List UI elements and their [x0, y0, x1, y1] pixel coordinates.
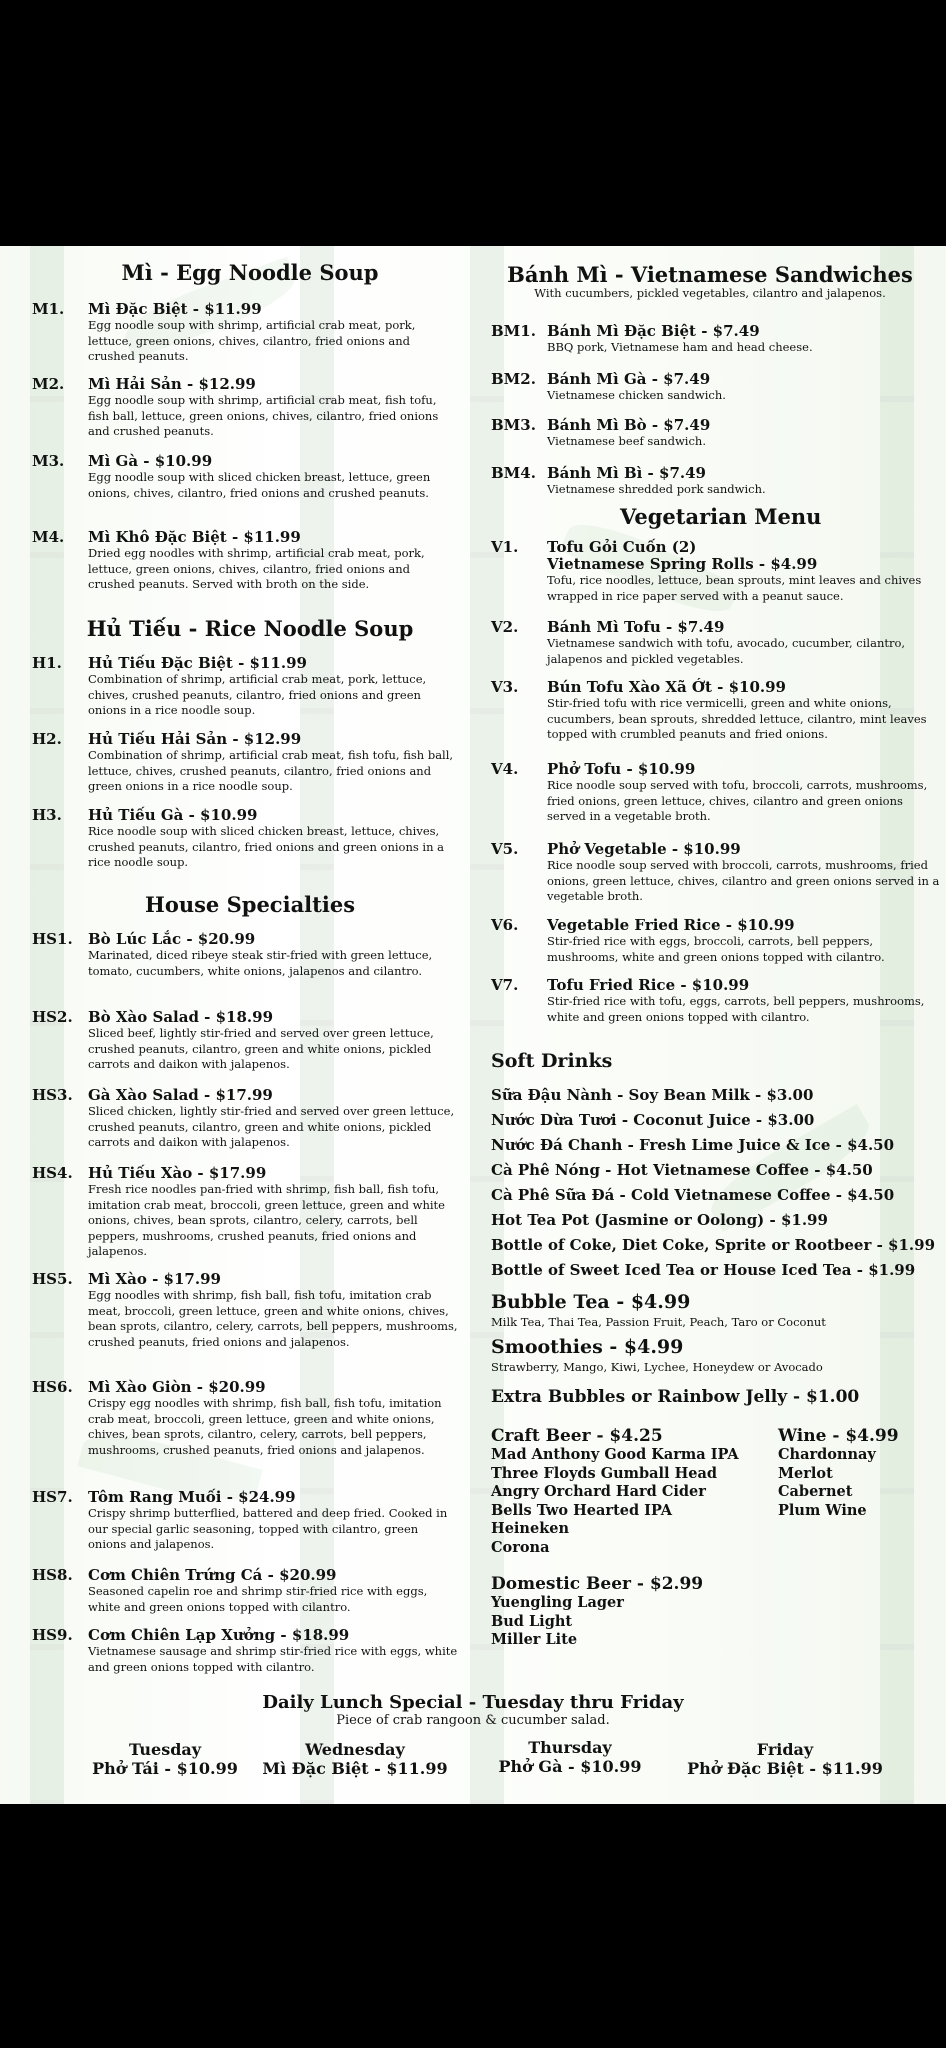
- lunch-day-dish: Mì Đặc Biệt - $11.99: [262, 1759, 448, 1778]
- menu-item: [32, 1270, 460, 1349]
- item-code: HS1.: [32, 930, 73, 948]
- menu-item: [32, 452, 460, 500]
- item-code: HS9.: [32, 1626, 73, 1644]
- item-description: Vietnamese chicken sandwich.: [547, 388, 726, 402]
- lunch-special-title: Daily Lunch Special - Tuesday thru Friday: [262, 1692, 684, 1713]
- item-description: Combination of shrimp, artificial crab meat, pork, lettuce, chives, crushed peanuts, cilantro, fried onions and green onions in a rice noodle soup.: [88, 672, 427, 717]
- bubble-tea-title: Bubble Tea - $4.99: [491, 1291, 691, 1313]
- item-code: HS8.: [32, 1566, 73, 1584]
- lunch-day-name: Tuesday: [128, 1740, 202, 1759]
- soft-drink-item: Hot Tea Pot (Jasmine or Oolong) - $1.99: [491, 1211, 828, 1229]
- item-description: Egg noodle soup with sliced chicken breast, lettuce, green onions, chives, cilantro, fried onions and crushed peanuts.: [88, 470, 431, 500]
- wine-item: Plum Wine: [778, 1501, 867, 1519]
- item-code: HS2.: [32, 1008, 73, 1026]
- lunch-day: [55, 1740, 275, 1778]
- menu-item: [32, 1488, 460, 1551]
- item-name: Tôm Rang Muối - $24.99: [88, 1488, 296, 1506]
- item-name: Vegetable Fried Rice - $10.99: [547, 916, 795, 934]
- item-name: Cơm Chiên Trứng Cá - $20.99: [88, 1566, 337, 1584]
- item-description: Crispy egg noodles with shrimp, fish ball, fish tofu, imitation crab meat, broccoli, green lettuce, green and white onions, chives, bean sprots, cilantro, celery, carrots, bell peppers, mushrooms, crushed peanuts, fried onions and jalapenos.: [88, 1396, 442, 1457]
- menu-item: [32, 1086, 460, 1149]
- menu-item: [32, 1164, 460, 1258]
- item-name: Bánh Mì Đặc Biệt - $7.49: [547, 322, 760, 340]
- craft-beer-title: Craft Beer - $4.25: [491, 1426, 663, 1446]
- item-name: Mì Gà - $10.99: [88, 452, 213, 470]
- item-description: Vietnamese shredded pork sandwich.: [547, 482, 766, 496]
- item-name: Bò Xào Salad - $18.99: [88, 1008, 274, 1026]
- item-name: Mì Hải Sản - $12.99: [88, 375, 256, 393]
- item-code: H1.: [32, 654, 62, 672]
- item-description: Vietnamese sandwich with tofu, avocado, cucumber, cilantro, jalapenos and pickled vegetables.: [547, 636, 906, 666]
- lunch-day-dish: Phở Gà - $10.99: [498, 1757, 642, 1776]
- item-name: Bò Lúc Lắc - $20.99: [88, 930, 256, 948]
- lunch-day-dish: Phở Đặc Biệt - $11.99: [687, 1759, 883, 1778]
- item-description: Sliced beef, lightly stir-fried and served over green lettuce, crushed peanuts, cilantro, green and white onions, pickled carrots and daikon with jalapenos.: [88, 1026, 434, 1071]
- menu-item: [491, 678, 942, 741]
- item-name: Bánh Mì Tofu - $7.49: [547, 618, 725, 636]
- craft-beer-item: Three Floyds Gumball Head: [491, 1464, 718, 1482]
- menu-item: [32, 730, 460, 793]
- smoothies-flavors: Strawberry, Mango, Kiwi, Lychee, Honeydew or Avocado: [491, 1360, 823, 1374]
- item-description: Rice noodle soup with sliced chicken breast, lettuce, chives, crushed peanuts, cilantro, fried onions and green onions in a rice noodle soup.: [88, 824, 445, 869]
- wine-item: Cabernet: [778, 1483, 853, 1500]
- soft-drink-item: Bottle of Coke, Diet Coke, Sprite or Rootbeer - $1.99: [491, 1236, 936, 1254]
- item-code: HS3.: [32, 1086, 73, 1104]
- item-code: BM4.: [491, 464, 536, 482]
- item-code: BM1.: [491, 322, 536, 340]
- item-description: Seasoned capelin roe and shrimp stir-fried rice with eggs, white and green onions topped with cilantro.: [88, 1584, 428, 1614]
- item-description: Egg noodles with shrimp, fish ball, fish tofu, imitation crab meat, broccoli, green lettuce, green and white onions, chives, bean sprots, cilantro, celery, carrots, bell peppers, mushrooms, crushed peanuts, fried onions and jalapenos.: [88, 1288, 458, 1349]
- lunch-day: [675, 1740, 895, 1778]
- item-name: Hủ Tiếu Đặc Biệt - $11.99: [88, 654, 307, 672]
- item-code: HS5.: [32, 1270, 73, 1288]
- item-name: Phở Tofu - $10.99: [547, 760, 696, 778]
- domestic-beer-item: Bud Light: [491, 1612, 573, 1630]
- item-description: Rice noodle soup served with tofu, broccoli, carrots, mushrooms, fried onions, green lettuce, chives, cilantro and green onions served in a vegetable broth.: [547, 778, 928, 823]
- menu-item: [491, 618, 942, 666]
- menu-item: [491, 976, 942, 1024]
- wine-title: Wine - $4.99: [778, 1426, 899, 1446]
- soft-drink-item: Sữa Đậu Nành - Soy Bean Milk - $3.00: [491, 1086, 814, 1104]
- wine-item: Chardonnay: [778, 1446, 876, 1463]
- menu-item: [491, 538, 942, 603]
- wine-item: Merlot: [778, 1464, 833, 1482]
- menu-item: [491, 760, 942, 823]
- lunch-day: [460, 1738, 680, 1776]
- item-name: Bánh Mì Gà - $7.49: [547, 370, 711, 388]
- item-name: Hủ Tiếu Hải Sản - $12.99: [88, 730, 302, 748]
- banh-mi-title: Bánh Mì - Vietnamese Sandwiches: [507, 262, 913, 287]
- item-name: Mì Khô Đặc Biệt - $11.99: [88, 528, 301, 546]
- item-description: Egg noodle soup with shrimp, artificial crab meat, pork, lettuce, green onions, chives, cilantro, fried onions and crushed peanuts.: [88, 318, 416, 363]
- item-description: Sliced chicken, lightly stir-fried and served over green lettuce, crushed peanuts, cilantro, green and white onions, pickled carrots and daikon with jalapenos.: [88, 1104, 455, 1149]
- rice-noodle-title: Hủ Tiếu - Rice Noodle Soup: [86, 616, 414, 641]
- item-description: Stir-fried rice with eggs, broccoli, carrots, bell peppers, mushrooms, white and green onions topped with cilantro.: [547, 934, 885, 964]
- craft-beer-item: Angry Orchard Hard Cider: [491, 1483, 706, 1500]
- item-code: BM2.: [491, 370, 536, 388]
- item-name: Bánh Mì Bò - $7.49: [547, 416, 711, 434]
- item-name: Mì Xào Giòn - $20.99: [88, 1378, 266, 1396]
- item-code: H2.: [32, 730, 62, 748]
- menu-item: [491, 840, 942, 903]
- item-code: HS7.: [32, 1488, 73, 1506]
- menu-item: [32, 654, 460, 717]
- vegetarian-title: Vegetarian Menu: [620, 504, 822, 529]
- item-name: Phở Vegetable - $10.99: [547, 840, 741, 858]
- soft-drink-item: Cà Phê Nóng - Hot Vietnamese Coffee - $4.50: [491, 1161, 873, 1179]
- menu-item: [32, 375, 460, 438]
- item-description: Vietnamese sausage and shrimp stir-fried rice with eggs, white and green onions topped with cilantro.: [88, 1644, 458, 1674]
- soft-drink-item: Nước Đá Chanh - Fresh Lime Juice & Ice - $4.50: [491, 1136, 895, 1154]
- item-description: Rice noodle soup served with broccoli, carrots, mushrooms, fried onions, green lettuce, chives, cilantro and green onions served in a vegetable broth.: [547, 858, 940, 903]
- domestic-beer-title: Domestic Beer - $2.99: [491, 1574, 704, 1594]
- item-code: V3.: [491, 678, 519, 696]
- item-description: Crispy shrimp butterflied, battered and deep fried. Cooked in our special garlic seasoning, topped with cilantro, green onions and jalapenos.: [88, 1506, 448, 1551]
- item-code: V4.: [491, 760, 519, 778]
- craft-beer-item: Bells Two Hearted IPA: [491, 1501, 673, 1519]
- item-description: Tofu, rice noodles, lettuce, bean sprouts, mint leaves and chives wrapped in rice paper served with a peanut sauce.: [547, 573, 922, 603]
- item-code: HS4.: [32, 1164, 73, 1182]
- item-code: BM3.: [491, 416, 536, 434]
- menu-page: [0, 246, 946, 1804]
- craft-beer-item: Corona: [491, 1538, 550, 1556]
- soft-drinks-title: Soft Drinks: [491, 1050, 613, 1072]
- item-code: V7.: [491, 976, 519, 994]
- lunch-day-dish: Phở Tái - $10.99: [92, 1759, 238, 1778]
- item-code: V1.: [491, 538, 519, 556]
- house-specialties-title: House Specialties: [144, 892, 356, 917]
- banh-mi-subtitle: With cucumbers, pickled vegetables, cilantro and jalapenos.: [534, 286, 886, 300]
- item-name: Mì Xào - $17.99: [88, 1270, 221, 1288]
- item-name: Bánh Mì Bì - $7.49: [547, 464, 706, 482]
- item-name: Hủ Tiếu Gà - $10.99: [88, 806, 258, 824]
- menu-item: [491, 916, 942, 964]
- item-code: V5.: [491, 840, 519, 858]
- lunch-day-name: Friday: [756, 1740, 814, 1759]
- smoothies-title: Smoothies - $4.99: [491, 1336, 684, 1358]
- item-description: BBQ pork, Vietnamese ham and head cheese.: [547, 340, 813, 354]
- lunch-special-subtitle: Piece of crab rangoon & cucumber salad.: [336, 1713, 610, 1728]
- item-name: Tofu Gỏi Cuốn (2): [547, 538, 697, 556]
- egg-noodle-title: Mì - Egg Noodle Soup: [121, 260, 379, 285]
- item-name: Tofu Fried Rice - $10.99: [547, 976, 750, 994]
- domestic-beer-item: Miller Lite: [491, 1631, 578, 1648]
- bamboo-stalk-decoration: [880, 246, 914, 1804]
- item-code: V6.: [491, 916, 519, 934]
- item-name-line2: Vietnamese Spring Rolls - $4.99: [547, 555, 818, 573]
- extra-bubbles: Extra Bubbles or Rainbow Jelly - $1.00: [491, 1387, 860, 1407]
- item-name: Bún Tofu Xào Xã Ớt - $10.99: [547, 678, 786, 696]
- item-name: Hủ Tiếu Xào - $17.99: [88, 1164, 267, 1182]
- craft-beer-item: Mad Anthony Good Karma IPA: [491, 1446, 739, 1463]
- domestic-beer-item: Yuengling Lager: [491, 1594, 624, 1611]
- item-description: Egg noodle soup with shrimp, artificial crab meat, fish tofu, fish ball, lettuce, green onions, chives, cilantro, fried onions and crushed peanuts.: [88, 393, 439, 438]
- item-description: Stir-fried rice with tofu, eggs, carrots, bell peppers, mushrooms, white and green onions topped with cilantro.: [547, 994, 925, 1024]
- menu-item: [491, 370, 946, 402]
- bubble-tea-flavors: Milk Tea, Thai Tea, Passion Fruit, Peach, Taro or Coconut: [491, 1315, 826, 1329]
- item-description: Fresh rice noodles pan-fried with shrimp, fish ball, fish tofu, imitation crab meat, broccoli, green lettuce, green and white onions, chives, bean sprots, cilantro, celery, carrots, bell peppers, mushrooms, crushed peanuts, fried onions and jalapenos.: [88, 1182, 445, 1258]
- item-code: V2.: [491, 618, 519, 636]
- craft-beer-item: Heineken: [491, 1520, 570, 1537]
- item-description: Marinated, diced ribeye steak stir-fried with green lettuce, tomato, cucumbers, white onions, jalapenos and cilantro.: [88, 948, 433, 978]
- item-name: Cơm Chiên Lạp Xưởng - $18.99: [88, 1626, 350, 1644]
- item-code: M4.: [32, 528, 65, 546]
- menu-item: [32, 930, 460, 978]
- menu-item: [491, 416, 946, 448]
- item-description: Vietnamese beef sandwich.: [547, 434, 706, 448]
- menu-item: [32, 1008, 460, 1071]
- item-code: M2.: [32, 375, 65, 393]
- menu-item: [32, 1566, 460, 1614]
- menu-item: [32, 300, 460, 363]
- menu-item: [32, 806, 460, 869]
- menu-item: [491, 464, 946, 496]
- item-description: Dried egg noodles with shrimp, artificial crab meat, pork, lettuce, green onions, chives, cilantro, fried onions and crushed peanuts. Served with broth on the side.: [88, 546, 425, 591]
- item-description: Combination of shrimp, artificial crab meat, fish tofu, fish ball, lettuce, chives, crushed peanuts, cilantro, fried onions and green onions in a rice noodle soup.: [88, 748, 454, 793]
- item-code: H3.: [32, 806, 62, 824]
- item-code: HS6.: [32, 1378, 73, 1396]
- menu-item: [32, 1378, 460, 1457]
- soft-drink-item: Cà Phê Sữa Đá - Cold Vietnamese Coffee - $4.50: [491, 1186, 895, 1204]
- menu-item: [32, 528, 460, 591]
- lunch-day: [245, 1740, 465, 1778]
- item-code: M1.: [32, 300, 65, 318]
- soft-drink-item: Nước Dừa Tươi - Coconut Juice - $3.00: [491, 1111, 815, 1129]
- soft-drink-item: Bottle of Sweet Iced Tea or House Iced Tea - $1.99: [491, 1261, 916, 1279]
- item-name: Mì Đặc Biệt - $11.99: [88, 300, 262, 318]
- menu-item: [491, 322, 946, 354]
- item-name: Gà Xào Salad - $17.99: [88, 1086, 273, 1104]
- lunch-day-name: Wednesday: [305, 1740, 405, 1759]
- item-code: M3.: [32, 452, 65, 470]
- menu-item: [32, 1626, 460, 1674]
- lunch-day-name: Thursday: [528, 1738, 612, 1757]
- item-description: Stir-fried tofu with rice vermicelli, green and white onions, cucumbers, bean sprouts, shredded lettuce, cilantro, mint leaves topped with crumbled peanuts and fried onions.: [547, 696, 927, 741]
